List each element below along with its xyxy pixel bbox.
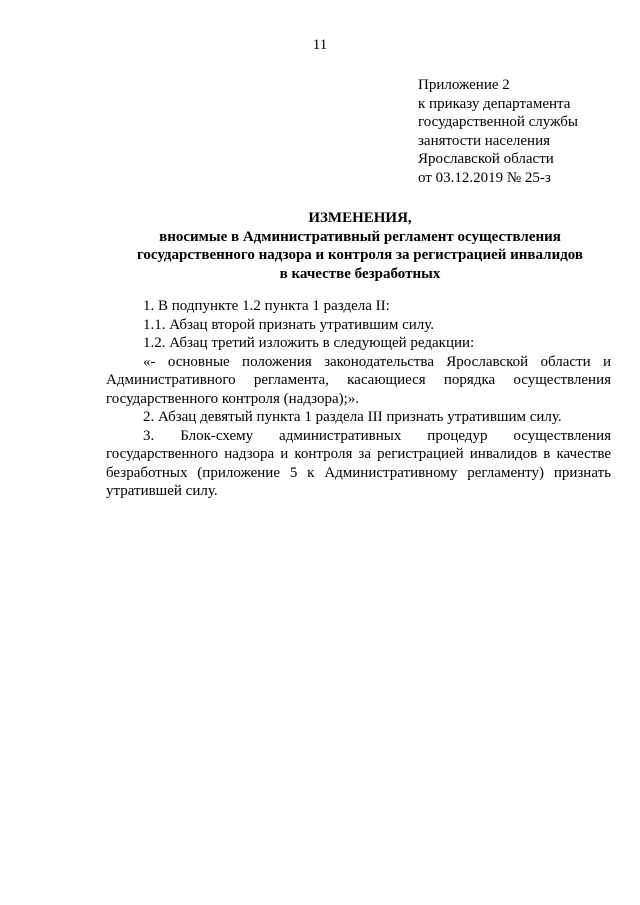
paragraph: 2. Абзац девятый пункта 1 раздела III признать утратившим силу. xyxy=(143,409,562,425)
page-number: 11 xyxy=(312,37,328,53)
paragraph: «- основные положения законодательства Ярославской области и Административного регламента, касающиеся порядка осуществления государственного контроля (надзора);». xyxy=(106,353,611,407)
appendix-line: государственной службы xyxy=(418,114,578,130)
appendix-line: от 03.12.2019 № 25-з xyxy=(418,169,551,186)
document-heading xyxy=(80,209,640,283)
paragraph: 1.1. Абзац второй признать утратившим силу. xyxy=(143,316,434,333)
paragraph: 3. Блок-схему административных процедур осуществления государственного надзора и контроля за регистрацией инвалидов в качестве безработных (приложение 5 к Административному регламенту) признать утратившей силу. xyxy=(106,427,611,499)
heading-line: в качестве безработных xyxy=(279,265,441,282)
appendix-line: Ярославской области xyxy=(418,151,554,167)
heading-title: ИЗМЕНЕНИЯ, xyxy=(308,210,412,226)
appendix-line: занятости населения xyxy=(418,132,551,149)
appendix-line: Приложение 2 xyxy=(418,77,510,93)
document-body xyxy=(106,297,611,501)
heading-line: вносимые в Административный регламент осуществления xyxy=(159,228,561,245)
appendix-block xyxy=(418,76,628,187)
appendix-line: к приказу департамента xyxy=(418,95,571,112)
heading-line: государственного надзора и контроля за регистрацией инвалидов xyxy=(136,247,584,263)
paragraph: 1.2. Абзац третий изложить в следующей редакции: xyxy=(143,335,475,351)
paragraph: 1. В подпункте 1.2 пункта 1 раздела II: xyxy=(143,298,390,314)
